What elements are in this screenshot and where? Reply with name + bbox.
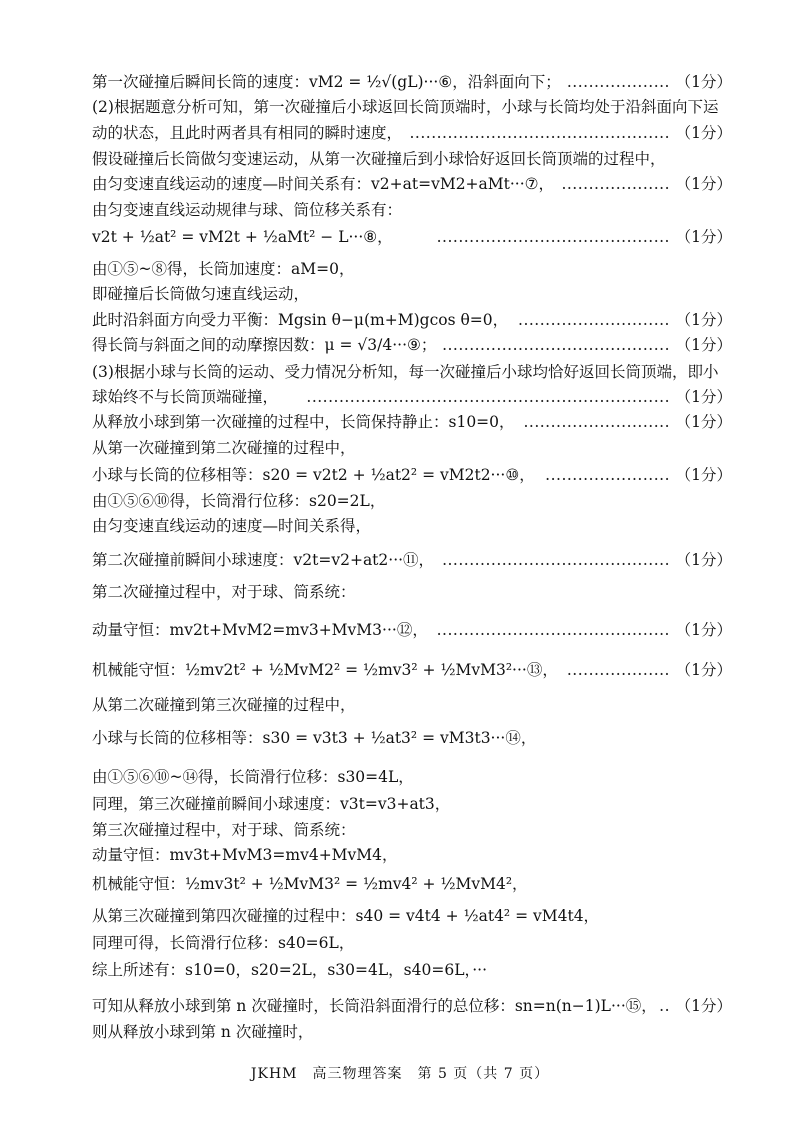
leader-dots: ........................................... — [436, 621, 670, 639]
answer-line — [92, 199, 732, 221]
answer-line-text: 从第二次碰撞到第三次碰撞的过程中， — [92, 696, 356, 714]
leader-dots: .......................................... — [442, 336, 670, 354]
answer-line-text: 假设碰撞后长筒做匀变速运动，从第一次碰撞后到小球恰好返回长筒顶端的过程中， — [92, 150, 666, 168]
answer-line-text: 综上所述有：s10=0，s20=2L，s30=4L，s40=6L，··· — [92, 961, 488, 979]
leader-dots: ................... — [566, 661, 670, 679]
answer-line-text: 同理可得，长筒滑行位移：s40=6L， — [92, 934, 355, 952]
score-mark: （1分） — [675, 73, 732, 91]
score-mark: （1分） — [675, 466, 732, 484]
answer-line-text: 则从释放小球到第 n 次碰撞时， — [92, 1023, 314, 1041]
leader-dots: ........................................... — [436, 228, 670, 246]
answer-line — [92, 71, 732, 93]
score-mark: （1分） — [675, 997, 732, 1015]
score-mark: （1分） — [675, 124, 732, 142]
answer-line — [92, 549, 732, 571]
score-mark: （1分） — [675, 661, 732, 679]
answer-line — [92, 995, 732, 1017]
score-mark: （1分） — [675, 388, 732, 406]
leader-dots: ....................... — [545, 466, 670, 484]
answer-line — [92, 122, 732, 144]
answer-line — [92, 464, 732, 486]
answer-line — [92, 283, 732, 305]
answer-line — [92, 727, 732, 749]
score-mark: （1分） — [675, 551, 732, 569]
page-footer: JKHM 高三物理答案 第 5 页（共 7 页） — [250, 1066, 550, 1082]
answer-line-text: 由①⑤~⑧得，长筒加速度：aM=0， — [92, 260, 355, 278]
answer-line-text: 此时沿斜面方向受力平衡：Mgsin θ−μ(m+M)gcos θ=0， — [92, 311, 509, 329]
answer-line — [92, 694, 732, 716]
leader-dots: .......................................... — [442, 551, 670, 569]
answer-line-text: 第一次碰撞后瞬间长筒的速度：vM2 = ½√(gL)···⑥，沿斜面向下； — [92, 73, 561, 91]
answer-line-text: 由匀变速直线运动的速度—时间关系得， — [92, 517, 372, 535]
answer-line — [92, 1021, 732, 1043]
answer-line-text: 小球与长筒的位移相等：s30 = v3t3 + ½at3² = vM3t3···⑭， — [92, 729, 537, 747]
answer-line-text: 从释放小球到第一次碰撞的过程中，长筒保持静止：s10=0， — [92, 413, 515, 431]
answer-line-text: 从第三次碰撞到第四次碰撞的过程中：s40 = v4t4 + ½at4² = vM4t4， — [92, 907, 600, 925]
answer-line — [92, 844, 732, 866]
answer-line-text: 即碰撞后长筒做匀速直线运动， — [92, 285, 310, 303]
answer-line-text: 由匀变速直线运动规律与球、筒位移关系有： — [92, 201, 403, 219]
answer-line — [92, 437, 732, 459]
answer-line — [92, 258, 732, 280]
answer-line — [92, 361, 732, 383]
answer-line — [92, 581, 732, 603]
answer-line-text: 由①⑤⑥⑩~⑭得，长筒滑行位移：s30=4L， — [92, 768, 414, 786]
answer-line-text: 可知从释放小球到第 n 次碰撞时，长筒沿斜面滑行的总位移：sn=n(n−1)L···⑮， — [92, 997, 657, 1015]
answer-line-text: 动量守恒：mv3t+MvM3=mv4+MvM4， — [92, 846, 398, 864]
answer-line — [92, 173, 732, 195]
leader-dots: ................................................................... — [306, 388, 670, 406]
answer-line-text: (2)根据题意分析可知，第一次碰撞后小球返回长筒顶端时，小球与长筒均处于沿斜面向下运 — [92, 98, 719, 116]
answer-line — [92, 386, 732, 408]
answer-line-text: 第二次碰撞前瞬间小球速度：v2t=v2+at2···⑪， — [92, 551, 435, 569]
answer-line-text: 小球与长筒的位移相等：s20 = v2t2 + ½at2² = vM2t2···⑩， — [92, 466, 535, 484]
answer-line — [92, 659, 732, 681]
answer-line — [92, 793, 732, 815]
answer-line — [92, 873, 732, 895]
answer-line — [92, 932, 732, 954]
answer-line — [92, 819, 732, 841]
answer-line-text: 动量守恒：mv2t+MvM2=mv3+MvM3···⑫， — [92, 621, 428, 639]
leader-dots: .. — [659, 997, 670, 1015]
answer-line — [92, 96, 732, 118]
answer-line — [92, 905, 732, 927]
score-mark: （1分） — [675, 413, 732, 431]
score-mark: （1分） — [675, 621, 732, 639]
leader-dots: ................................................ — [409, 124, 670, 142]
leader-dots: ........................... — [523, 413, 670, 431]
answer-line-text: 动的状态，且此时两者具有相同的瞬时速度， — [92, 124, 403, 142]
answer-line-text: 由①⑤⑥⑩得，长筒滑行位移：s20=2L， — [92, 492, 386, 510]
answer-line — [92, 515, 732, 537]
answer-line — [92, 411, 732, 433]
answer-line-text: (3)根据小球与长筒的运动、受力情况分析知，每一次碰撞后小球均恰好返回长筒顶端，即小 — [92, 363, 719, 381]
leader-dots: ............................ — [518, 311, 670, 329]
answer-line-text: v2t + ½at² = vM2t + ½aMt² − L···⑧， — [92, 228, 393, 246]
answer-line — [92, 309, 732, 331]
answer-line-text: 得长筒与斜面之间的动摩擦因数：μ = √3/4···⑨； — [92, 336, 437, 354]
leader-dots: ................... — [566, 73, 670, 91]
answer-line — [92, 766, 732, 788]
answer-line-text: 机械能守恒：½mv2t² + ½MvM2² = ½mv3² + ½MvM3²···⑬， — [92, 661, 558, 679]
score-mark: （1分） — [675, 228, 732, 246]
answer-line — [92, 148, 732, 170]
answer-line — [92, 619, 732, 641]
score-mark: （1分） — [675, 311, 732, 329]
answer-line-text: 球始终不与长筒顶端碰撞， — [92, 388, 279, 406]
answer-line — [92, 226, 732, 248]
answer-line-text: 从第一次碰撞到第二次碰撞的过程中， — [92, 439, 356, 457]
answer-line — [92, 490, 732, 512]
answer-line-text: 同理，第三次碰撞前瞬间小球速度：v3t=v3+at3， — [92, 795, 451, 813]
answer-line — [92, 334, 732, 356]
answer-line-text: 机械能守恒：½mv3t² + ½MvM3² = ½mv4² + ½MvM4²， — [92, 875, 528, 893]
answer-line-text: 由匀变速直线运动的速度—时间关系有：v2+at=vM2+aMt···⑦， — [92, 175, 555, 193]
answer-line-text: 第三次碰撞过程中，对于球、筒系统： — [92, 821, 356, 839]
score-mark: （1分） — [675, 336, 732, 354]
answer-line-text: 第二次碰撞过程中，对于球、筒系统： — [92, 583, 356, 601]
score-mark: （1分） — [675, 175, 732, 193]
answer-line — [92, 959, 732, 981]
leader-dots: .................... — [561, 175, 670, 193]
